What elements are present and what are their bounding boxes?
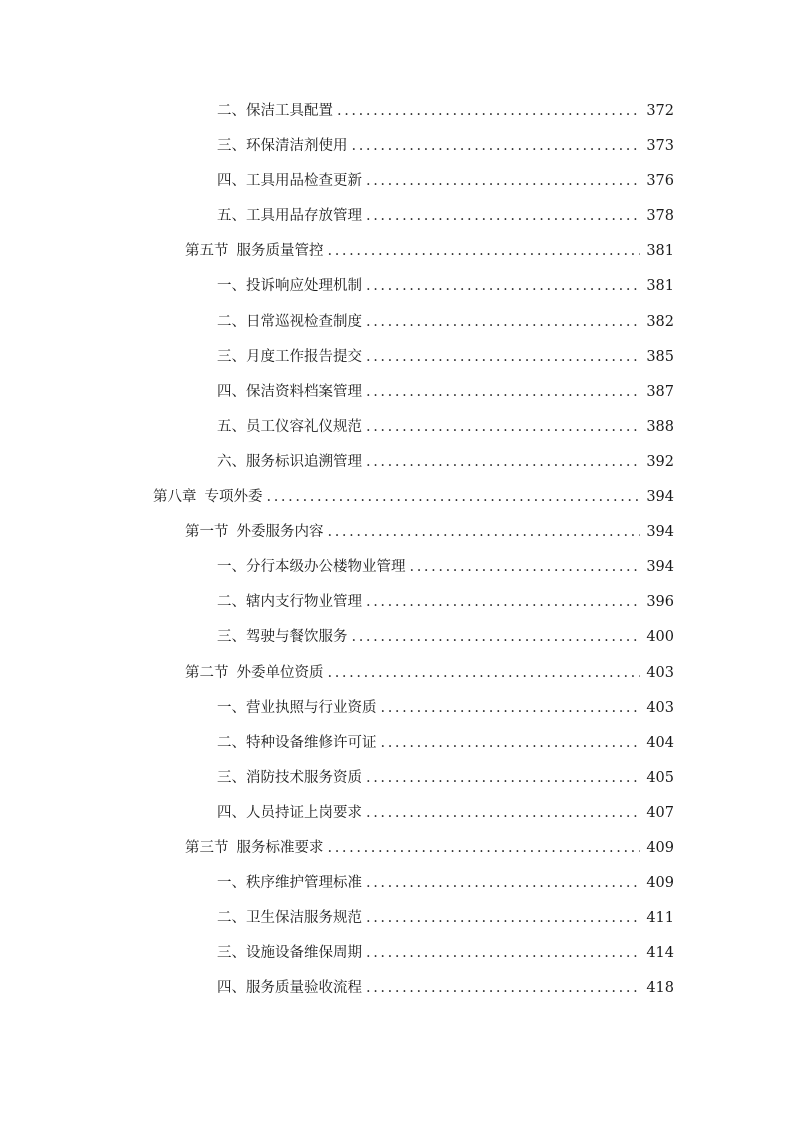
toc-entry[interactable]	[0, 234, 793, 269]
toc-entry[interactable]	[0, 480, 793, 515]
toc-entry[interactable]	[0, 620, 793, 655]
toc-entry-title: 营业执照与行业资质	[246, 699, 377, 716]
toc-entry-line	[185, 664, 674, 682]
toc-entry-number: 三、	[217, 629, 246, 646]
toc-entry[interactable]	[0, 761, 793, 796]
table-of-contents	[0, 94, 793, 1006]
toc-entry-title: 保洁资料档案管理	[246, 383, 362, 400]
toc-entry[interactable]	[0, 866, 793, 901]
toc-entry[interactable]	[0, 445, 793, 480]
toc-entry-page-number: 409	[646, 839, 674, 856]
toc-entry-line	[217, 207, 674, 225]
toc-entry[interactable]	[0, 164, 793, 199]
toc-entry-number: 四、	[217, 173, 246, 190]
toc-entry-page-number: 394	[646, 524, 674, 541]
toc-entry-title: 月度工作报告提交	[246, 348, 362, 365]
dot-leader	[352, 137, 641, 155]
toc-entry[interactable]	[0, 340, 793, 375]
toc-entry-line	[217, 137, 674, 155]
toc-entry-page-number: 411	[646, 910, 674, 927]
toc-entry-title: 驾驶与餐饮服务	[246, 629, 348, 646]
toc-entry-line	[217, 558, 674, 576]
toc-entry-title: 服务质量管控	[236, 243, 324, 260]
dot-leader	[366, 769, 640, 787]
toc-entry-number: 三、	[217, 945, 246, 962]
dot-leader	[381, 699, 641, 717]
dot-leader	[267, 488, 641, 506]
dot-leader	[328, 242, 641, 260]
toc-entry-number: 五、	[217, 418, 246, 435]
toc-entry-page-number: 404	[646, 734, 674, 751]
toc-entry-number: 一、	[217, 699, 246, 716]
toc-entry[interactable]	[0, 269, 793, 304]
toc-entry-page-number: 378	[646, 208, 674, 225]
toc-entry-title: 工具用品存放管理	[246, 208, 362, 225]
dot-leader	[366, 944, 640, 962]
toc-entry-title: 秩序维护管理标准	[246, 875, 362, 892]
toc-entry-title: 投诉响应处理机制	[246, 278, 362, 295]
toc-entry-number: 三、	[217, 348, 246, 365]
toc-entry[interactable]	[0, 305, 793, 340]
toc-entry[interactable]	[0, 901, 793, 936]
toc-entry-title: 保洁工具配置	[246, 103, 333, 119]
dot-leader	[366, 172, 640, 190]
toc-entry-number: 一、	[217, 559, 246, 576]
toc-entry-line	[217, 769, 674, 787]
toc-entry-title: 服务质量验收流程	[246, 980, 362, 997]
toc-entry-title: 设施设备维保周期	[246, 945, 362, 962]
toc-entry[interactable]	[0, 691, 793, 726]
toc-entry-page-number: 382	[646, 313, 674, 330]
toc-entry-line	[217, 979, 674, 997]
toc-entry-number: 四、	[217, 804, 246, 821]
toc-entry-page-number: 387	[646, 383, 674, 400]
toc-entry-page-number: 403	[646, 699, 674, 716]
dot-leader	[337, 102, 640, 120]
toc-entry-line	[153, 488, 674, 506]
toc-entry-number: 第一节	[185, 524, 229, 541]
toc-entry-page-number: 381	[646, 278, 674, 295]
toc-entry-line	[217, 277, 674, 295]
toc-entry[interactable]	[0, 936, 793, 971]
dot-leader	[328, 839, 641, 857]
toc-entry[interactable]	[0, 656, 793, 691]
toc-entry-page-number: 418	[646, 980, 674, 997]
toc-entry-title: 人员持证上岗要求	[246, 804, 362, 821]
toc-entry-line	[217, 453, 674, 471]
toc-entry-page-number: 394	[646, 489, 674, 506]
toc-entry[interactable]	[0, 726, 793, 761]
toc-entry-title: 服务标准要求	[236, 839, 324, 856]
toc-entry-line	[217, 172, 674, 190]
toc-entry-title: 员工仪容礼仪规范	[246, 418, 362, 435]
toc-entry-line	[217, 102, 674, 120]
toc-entry[interactable]	[0, 831, 793, 866]
toc-entry-number: 第五节	[185, 243, 229, 260]
toc-entry-title: 分行本级办公楼物业管理	[246, 559, 406, 576]
toc-entry-line	[185, 523, 674, 541]
toc-entry-line	[217, 944, 674, 962]
toc-entry[interactable]	[0, 585, 793, 620]
dot-leader	[366, 207, 640, 225]
toc-entry[interactable]	[0, 550, 793, 585]
toc-entry-page-number: 407	[646, 804, 674, 821]
toc-entry-title: 环保清洁剂使用	[246, 138, 348, 155]
toc-entry[interactable]	[0, 515, 793, 550]
toc-entry[interactable]	[0, 199, 793, 234]
toc-entry-number: 三、	[217, 138, 246, 155]
dot-leader	[366, 277, 640, 295]
toc-entry-title: 消防技术服务资质	[246, 769, 362, 786]
toc-entry-title: 专项外委	[204, 489, 263, 506]
toc-entry-number: 二、	[217, 103, 246, 119]
dot-leader	[352, 628, 641, 646]
toc-entry-number: 一、	[217, 278, 246, 295]
toc-entry-number: 四、	[217, 980, 246, 997]
toc-entry-page-number: 392	[646, 453, 674, 470]
toc-entry-title: 特种设备维修许可证	[246, 734, 377, 751]
toc-entry-number: 三、	[217, 769, 246, 786]
toc-entry-title: 服务标识追溯管理	[246, 453, 362, 470]
toc-entry-page-number: 405	[646, 769, 674, 786]
toc-entry-line	[217, 804, 674, 822]
dot-leader	[366, 453, 640, 471]
toc-entry-number: 二、	[217, 313, 246, 330]
toc-entry[interactable]	[0, 971, 793, 1006]
dot-leader	[366, 593, 640, 611]
toc-entry-line	[217, 348, 674, 366]
toc-entry-page-number: 400	[646, 629, 674, 646]
dot-leader	[366, 804, 640, 822]
toc-entry-page-number: 396	[646, 594, 674, 611]
toc-entry-line	[217, 909, 674, 927]
toc-entry-page-number: 381	[646, 243, 674, 260]
dot-leader	[366, 418, 640, 436]
toc-entry-title: 日常巡视检查制度	[246, 313, 362, 330]
toc-entry-line	[217, 734, 674, 752]
toc-entry-page-number: 414	[646, 945, 674, 962]
toc-entry-line	[185, 839, 674, 857]
toc-entry-page-number: 394	[646, 559, 674, 576]
toc-entry[interactable]	[0, 796, 793, 831]
toc-entry-page-number: 385	[646, 348, 674, 365]
toc-entry[interactable]	[0, 129, 793, 164]
toc-entry-title: 卫生保洁服务规范	[246, 910, 362, 927]
toc-entry-page-number: 403	[646, 664, 674, 681]
dot-leader	[328, 523, 641, 541]
dot-leader	[410, 558, 641, 576]
dot-leader	[366, 909, 640, 927]
toc-entry-line	[217, 593, 674, 611]
toc-entry-page-number: 373	[646, 138, 674, 155]
dot-leader	[366, 313, 640, 331]
toc-entry-line	[185, 242, 674, 260]
toc-entry-number: 二、	[217, 734, 246, 751]
toc-entry[interactable]	[0, 94, 793, 129]
toc-entry-page-number: 409	[646, 875, 674, 892]
dot-leader	[366, 348, 640, 366]
dot-leader	[366, 979, 640, 997]
toc-entry-title: 外委服务内容	[236, 524, 324, 541]
toc-entry-page-number: 372	[646, 103, 674, 119]
toc-entry-line	[217, 628, 674, 646]
toc-entry-number: 五、	[217, 208, 246, 225]
toc-entry-line	[217, 874, 674, 892]
toc-entry-title: 工具用品检查更新	[246, 173, 362, 190]
toc-entry-number: 第八章	[153, 489, 197, 506]
dot-leader	[366, 874, 640, 892]
toc-entry-page-number: 376	[646, 173, 674, 190]
toc-entry-number: 六、	[217, 453, 246, 470]
toc-entry-number: 四、	[217, 383, 246, 400]
toc-entry-number: 一、	[217, 875, 246, 892]
toc-entry-title: 外委单位资质	[236, 664, 324, 681]
dot-leader	[328, 664, 641, 682]
toc-entry-line	[217, 418, 674, 436]
toc-entry-title: 辖内支行物业管理	[246, 594, 362, 611]
dot-leader	[381, 734, 641, 752]
toc-entry-line	[217, 313, 674, 331]
toc-entry-line	[217, 383, 674, 401]
toc-entry-number: 二、	[217, 910, 246, 927]
toc-entry-line	[217, 699, 674, 717]
toc-entry-number: 第三节	[185, 839, 229, 856]
dot-leader	[366, 383, 640, 401]
toc-entry[interactable]	[0, 375, 793, 410]
toc-entry-page-number: 388	[646, 418, 674, 435]
toc-entry-number: 二、	[217, 594, 246, 611]
toc-entry[interactable]	[0, 410, 793, 445]
toc-entry-number: 第二节	[185, 664, 229, 681]
